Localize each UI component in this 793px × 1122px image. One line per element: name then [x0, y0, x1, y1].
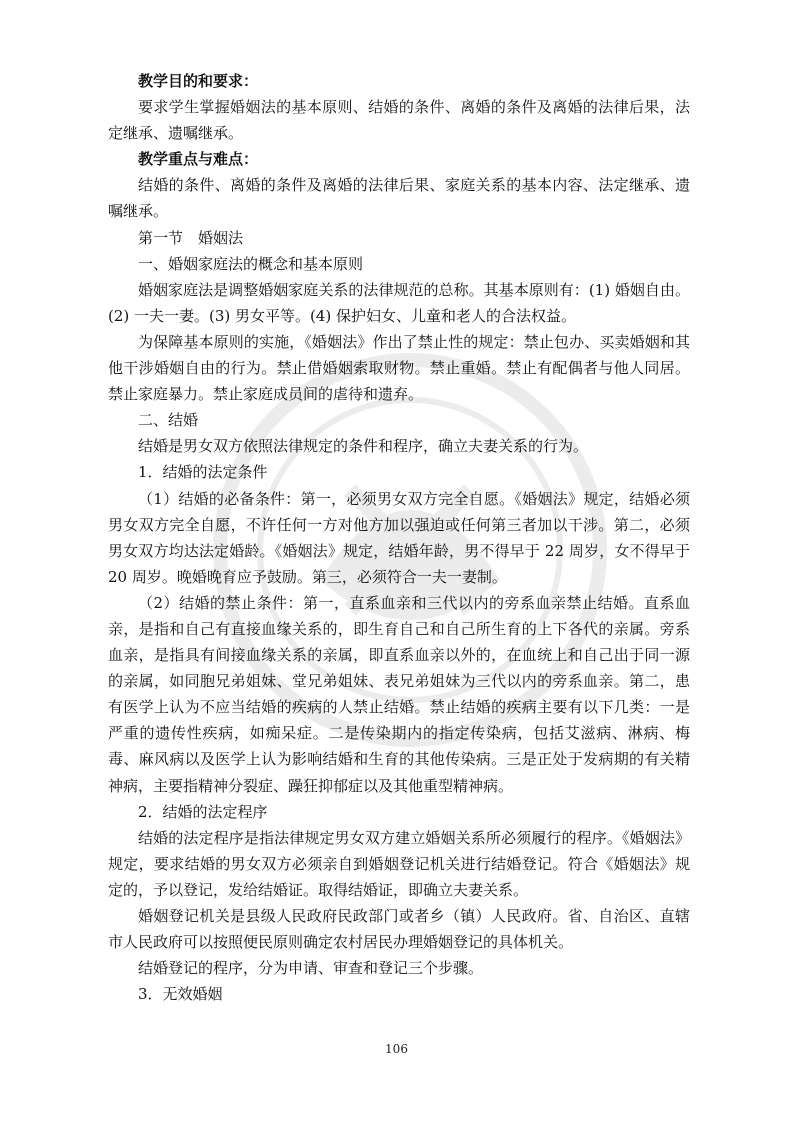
paragraph: 结婚的法定程序是指法律规定男女双方建立婚姻关系所必须履行的程序。《婚姻法》规定，要求结婚的男女双方必须亲自到婚姻登记机关进行结婚登记。符合《婚姻法》规定的，予以登记，发给结婚证。取得结婚证，即确立夫妻关系。: [108, 828, 690, 899]
section-title: 第一节 婚姻法: [138, 228, 244, 247]
document-body: [108, 68, 690, 1007]
paragraph: 结婚是男女双方依照法律规定的条件和程序，确立夫妻关系的行为。: [138, 437, 589, 456]
item-title: 3．无效婚姻: [138, 985, 223, 1004]
paragraph: 要求学生掌握婚姻法的基本原则、结婚的条件、离婚的条件及离婚的法律后果，法定继承、遗嘱继承。: [108, 98, 690, 143]
item-title: 1．结婚的法定条件: [138, 463, 268, 482]
paragraph: 为保障基本原则的实施，《婚姻法》作出了禁止性的规定：禁止包办、买卖婚姻和其他干涉婚姻自由的行为。禁止借婚姻索取财物。禁止重婚。禁止有配偶者与他人同居。禁止家庭暴力。禁止家庭成员间的虐待和遗弃。: [108, 332, 690, 404]
paragraph: 婚姻登记机关是县级人民政府民政部门或者乡（镇）人民政府。省、自治区、直辖市人民政府可以按照便民原则确定农村居民办理婚姻登记的具体机关。: [108, 907, 690, 952]
subsection-title: 一、婚姻家庭法的概念和基本原则: [138, 254, 364, 273]
heading-teaching-objectives: 教学目的和要求：: [138, 72, 259, 90]
heading-key-points: 教学重点与难点：: [138, 150, 259, 169]
paragraph: （1）结婚的必备条件：第一，必须男女双方完全自愿。《婚姻法》规定，结婚必须男女双方完全自愿，不许任何一方对他方加以强迫或任何第三者加以干涉。第二，必须男女双方均达法定婚龄。《婚姻法》规定，结婚年龄，男不得早于 22 周岁，女不得早于 20 周岁。晚婚晚育应予鼓励。第三，必须符合一夫一妻制。: [108, 489, 690, 586]
paragraph: （2）结婚的禁止条件：第一，直系血亲和三代以内的旁系血亲禁止结婚。直系血亲，是指和自己有直接血缘关系的，即生育自己和自己所生育的上下各代的亲属。旁系血亲，是指具有间接血缘关系的亲属，即直系血亲以外的，在血统上和自己出于同一源的亲属，如同胞兄弟姐妹、堂兄弟姐妹、表兄弟姐妹为三代以内的旁系血亲。第二，患有医学上认为不应当结婚的疾病的人禁止结婚。禁止结婚的疾病主要有以下几类：一是严重的遗传性疾病，如痴呆症。二是传染期内的指定传染病，包括艾滋病、淋病、梅毒、麻风病以及医学上认为影响结婚和生育的其他传染病。三是正处于发病期的有关精神病，主要指精神分裂症、躁狂抑郁症以及其他重型精神病。: [108, 593, 690, 795]
subsection-title: 二、结婚: [138, 411, 199, 430]
paragraph: 结婚登记的程序，分为申请、审查和登记三个步骤。: [138, 959, 484, 978]
page-number: 106: [385, 1042, 408, 1056]
item-title: 2．结婚的法定程序: [138, 802, 268, 821]
paragraph: 婚姻家庭法是调整婚姻家庭关系的法律规范的总称。其基本原则有：(1) 婚姻自由。(2) 一夫一妻。(3) 男女平等。(4) 保护妇女、儿童和老人的合法权益。: [108, 280, 690, 325]
paragraph: 结婚的条件、离婚的条件及离婚的法律后果、家庭关系的基本内容、法定继承、遗嘱继承。: [108, 176, 690, 221]
